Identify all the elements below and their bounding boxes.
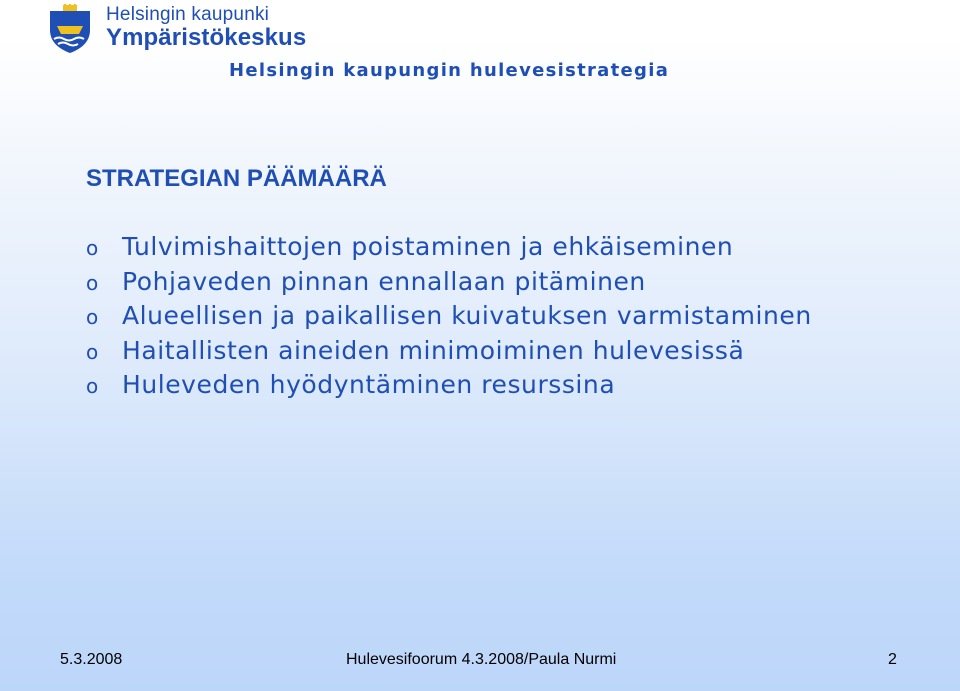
goal-list: [86, 232, 812, 405]
list-item-text: Pohjaveden pinnan ennallaan pitäminen: [122, 266, 646, 296]
footer-event-author: Hulevesifoorum 4.3.2008/Paula Nurmi: [346, 651, 617, 668]
bullet-marker: o: [86, 305, 99, 329]
list-item: [86, 336, 812, 371]
bullet-marker: o: [86, 270, 99, 295]
bullet-marker: o: [86, 339, 99, 364]
list-item-text: Haitallisten aineiden minimoiminen hulevesissä: [122, 335, 745, 365]
logo-city-name: Helsingin kaupunki: [106, 4, 270, 25]
list-item-text: Alueellisen ja paikallisen kuivatuksen varmistaminen: [122, 301, 812, 330]
bullet-marker: o: [86, 236, 99, 260]
list-item: [86, 301, 812, 336]
footer-date: 5.3.2008: [60, 651, 123, 668]
list-item: [86, 267, 812, 302]
presentation-title: Helsingin kaupungin hulevesistrategia: [229, 60, 670, 81]
page-number: 2: [888, 651, 897, 668]
list-item-text: Tulvimishaittojen poistaminen ja ehkäiseminen: [122, 232, 734, 261]
organization-logo: [48, 4, 306, 54]
helsinki-crest-icon: [48, 4, 92, 54]
logo-department-name: Ympäristökeskus: [106, 24, 307, 51]
list-item-text: Huleveden hyödyntäminen resurssina: [122, 370, 616, 399]
list-item: [86, 370, 812, 405]
section-heading: STRATEGIAN PÄÄMÄÄRÄ: [86, 165, 387, 192]
list-item: [86, 232, 812, 267]
bullet-marker: o: [86, 374, 99, 398]
